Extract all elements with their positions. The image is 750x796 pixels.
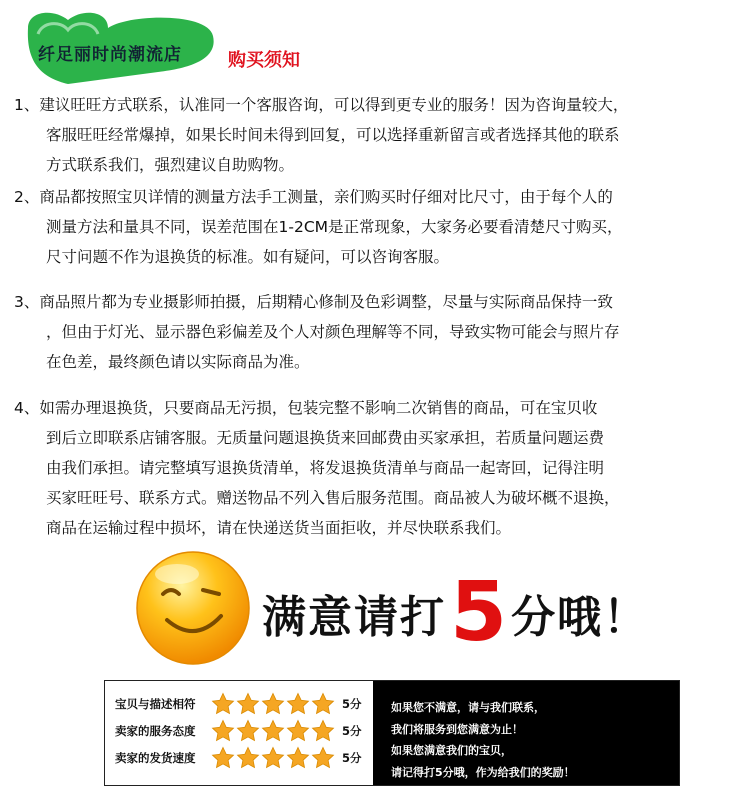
- rating-label: 宝贝与描述相符: [115, 697, 196, 711]
- rating-score: 5分: [342, 724, 362, 738]
- rule-1-line-3: 方式联系我们，强烈建议自助购物。: [46, 156, 295, 174]
- rating-row-service: [115, 718, 362, 744]
- rule-4-line-3: 由我们承担。请完整填写退换货清单，将发退换货清单与商品一起寄回，记得注明: [46, 459, 605, 477]
- star-icon: [286, 692, 310, 716]
- star-icon: [211, 746, 235, 770]
- rating-message: [373, 681, 679, 785]
- rating-rows: [105, 681, 373, 785]
- star-rating: [211, 719, 335, 743]
- star-icon: [236, 719, 260, 743]
- star-icon: [311, 692, 335, 716]
- rating-slogan: [262, 565, 650, 660]
- slogan-prefix: 满意请打: [262, 592, 446, 643]
- rule-4-line-4: 买家旺旺号、联系方式。赠送物品不列入售后服务范围。商品被人为破坏概不退换，: [46, 489, 620, 507]
- shop-name: 纤足丽时尚潮流店: [38, 45, 182, 65]
- rating-row-shipping: [115, 745, 362, 771]
- purchase-notice-title: 购买须知: [228, 50, 300, 71]
- rule-item-4: [14, 393, 620, 543]
- star-icon: [286, 719, 310, 743]
- rating-row-description: [115, 691, 362, 717]
- rating-score: 5分: [342, 697, 362, 711]
- rule-2-line-2: 测量方法和量具不同，误差范围在1-2CM是正常现象，大家务必要看清楚尺寸购买，: [46, 218, 623, 236]
- star-rating: [211, 692, 335, 716]
- rating-request-banner: [0, 548, 750, 670]
- rule-3-line-1: 3、商品照片都为专业摄影师拍摄，后期精心修制及色彩调整，尽量与实际商品保持一致: [14, 293, 613, 311]
- message-line-3: 如果您满意我们的宝贝，: [391, 744, 512, 757]
- star-icon: [261, 746, 285, 770]
- message-line-2: 我们将服务到您满意为止！: [391, 722, 523, 736]
- star-rating: [211, 746, 335, 770]
- star-icon: [311, 719, 335, 743]
- message-line-4: 请记得打5分哦，作为给我们的奖励！: [391, 765, 575, 779]
- star-icon: [311, 746, 335, 770]
- rating-score: 5分: [342, 751, 362, 765]
- star-icon: [211, 692, 235, 716]
- rule-1-line-1: 1、建议旺旺方式联系，认准同一个客服咨询，可以得到更专业的服务！因为咨询量较大，: [14, 96, 629, 114]
- rule-1-line-2: 客服旺旺经常爆掉，如果长时间未得到回复，可以选择重新留言或者选择其他的联系: [46, 126, 620, 144]
- rule-4-line-5: 商品在运输过程中损坏，请在快递送货当面拒收，并尽快联系我们。: [46, 519, 512, 537]
- slogan-suffix: 分哦！: [511, 592, 650, 643]
- rating-label: 卖家的服务态度: [115, 724, 196, 738]
- rule-3-line-2: ，但由于灯光、显示器色彩偏差及个人对颜色理解等不同，导致实物可能会与照片存: [46, 323, 620, 341]
- rating-label: 卖家的发货速度: [115, 751, 196, 765]
- rule-item-3: [14, 287, 620, 377]
- rule-2-line-3: 尺寸问题不作为退换货的标准。如有疑问，可以咨询客服。: [46, 248, 450, 266]
- star-icon: [236, 746, 260, 770]
- rating-box: [104, 680, 680, 786]
- slogan-number: 5: [450, 565, 508, 660]
- rule-item-1: [14, 90, 628, 180]
- star-icon: [261, 692, 285, 716]
- rule-4-line-2: 到后立即联系店铺客服。无质量问题退换货来回邮费由买家承担，若质量问题运费: [46, 429, 605, 447]
- rule-3-line-3: 在色差，最终颜色请以实际商品为准。: [46, 353, 310, 371]
- shop-header: [8, 6, 338, 86]
- star-icon: [211, 719, 235, 743]
- star-icon: [261, 719, 285, 743]
- rule-2-line-1: 2、商品都按照宝贝详情的测量方法手工测量，亲们购买时仔细对比尺寸，由于每个人的: [14, 188, 613, 206]
- star-icon: [236, 692, 260, 716]
- star-icon: [286, 746, 310, 770]
- message-line-1: 如果您不满意，请与我们联系，: [391, 701, 545, 714]
- rule-4-line-1: 4、如需办理退换货，只要商品无污损，包装完整不影响二次销售的商品，可在宝贝收: [14, 399, 598, 417]
- rule-item-2: [14, 182, 623, 272]
- winking-smiley-icon: [133, 548, 253, 668]
